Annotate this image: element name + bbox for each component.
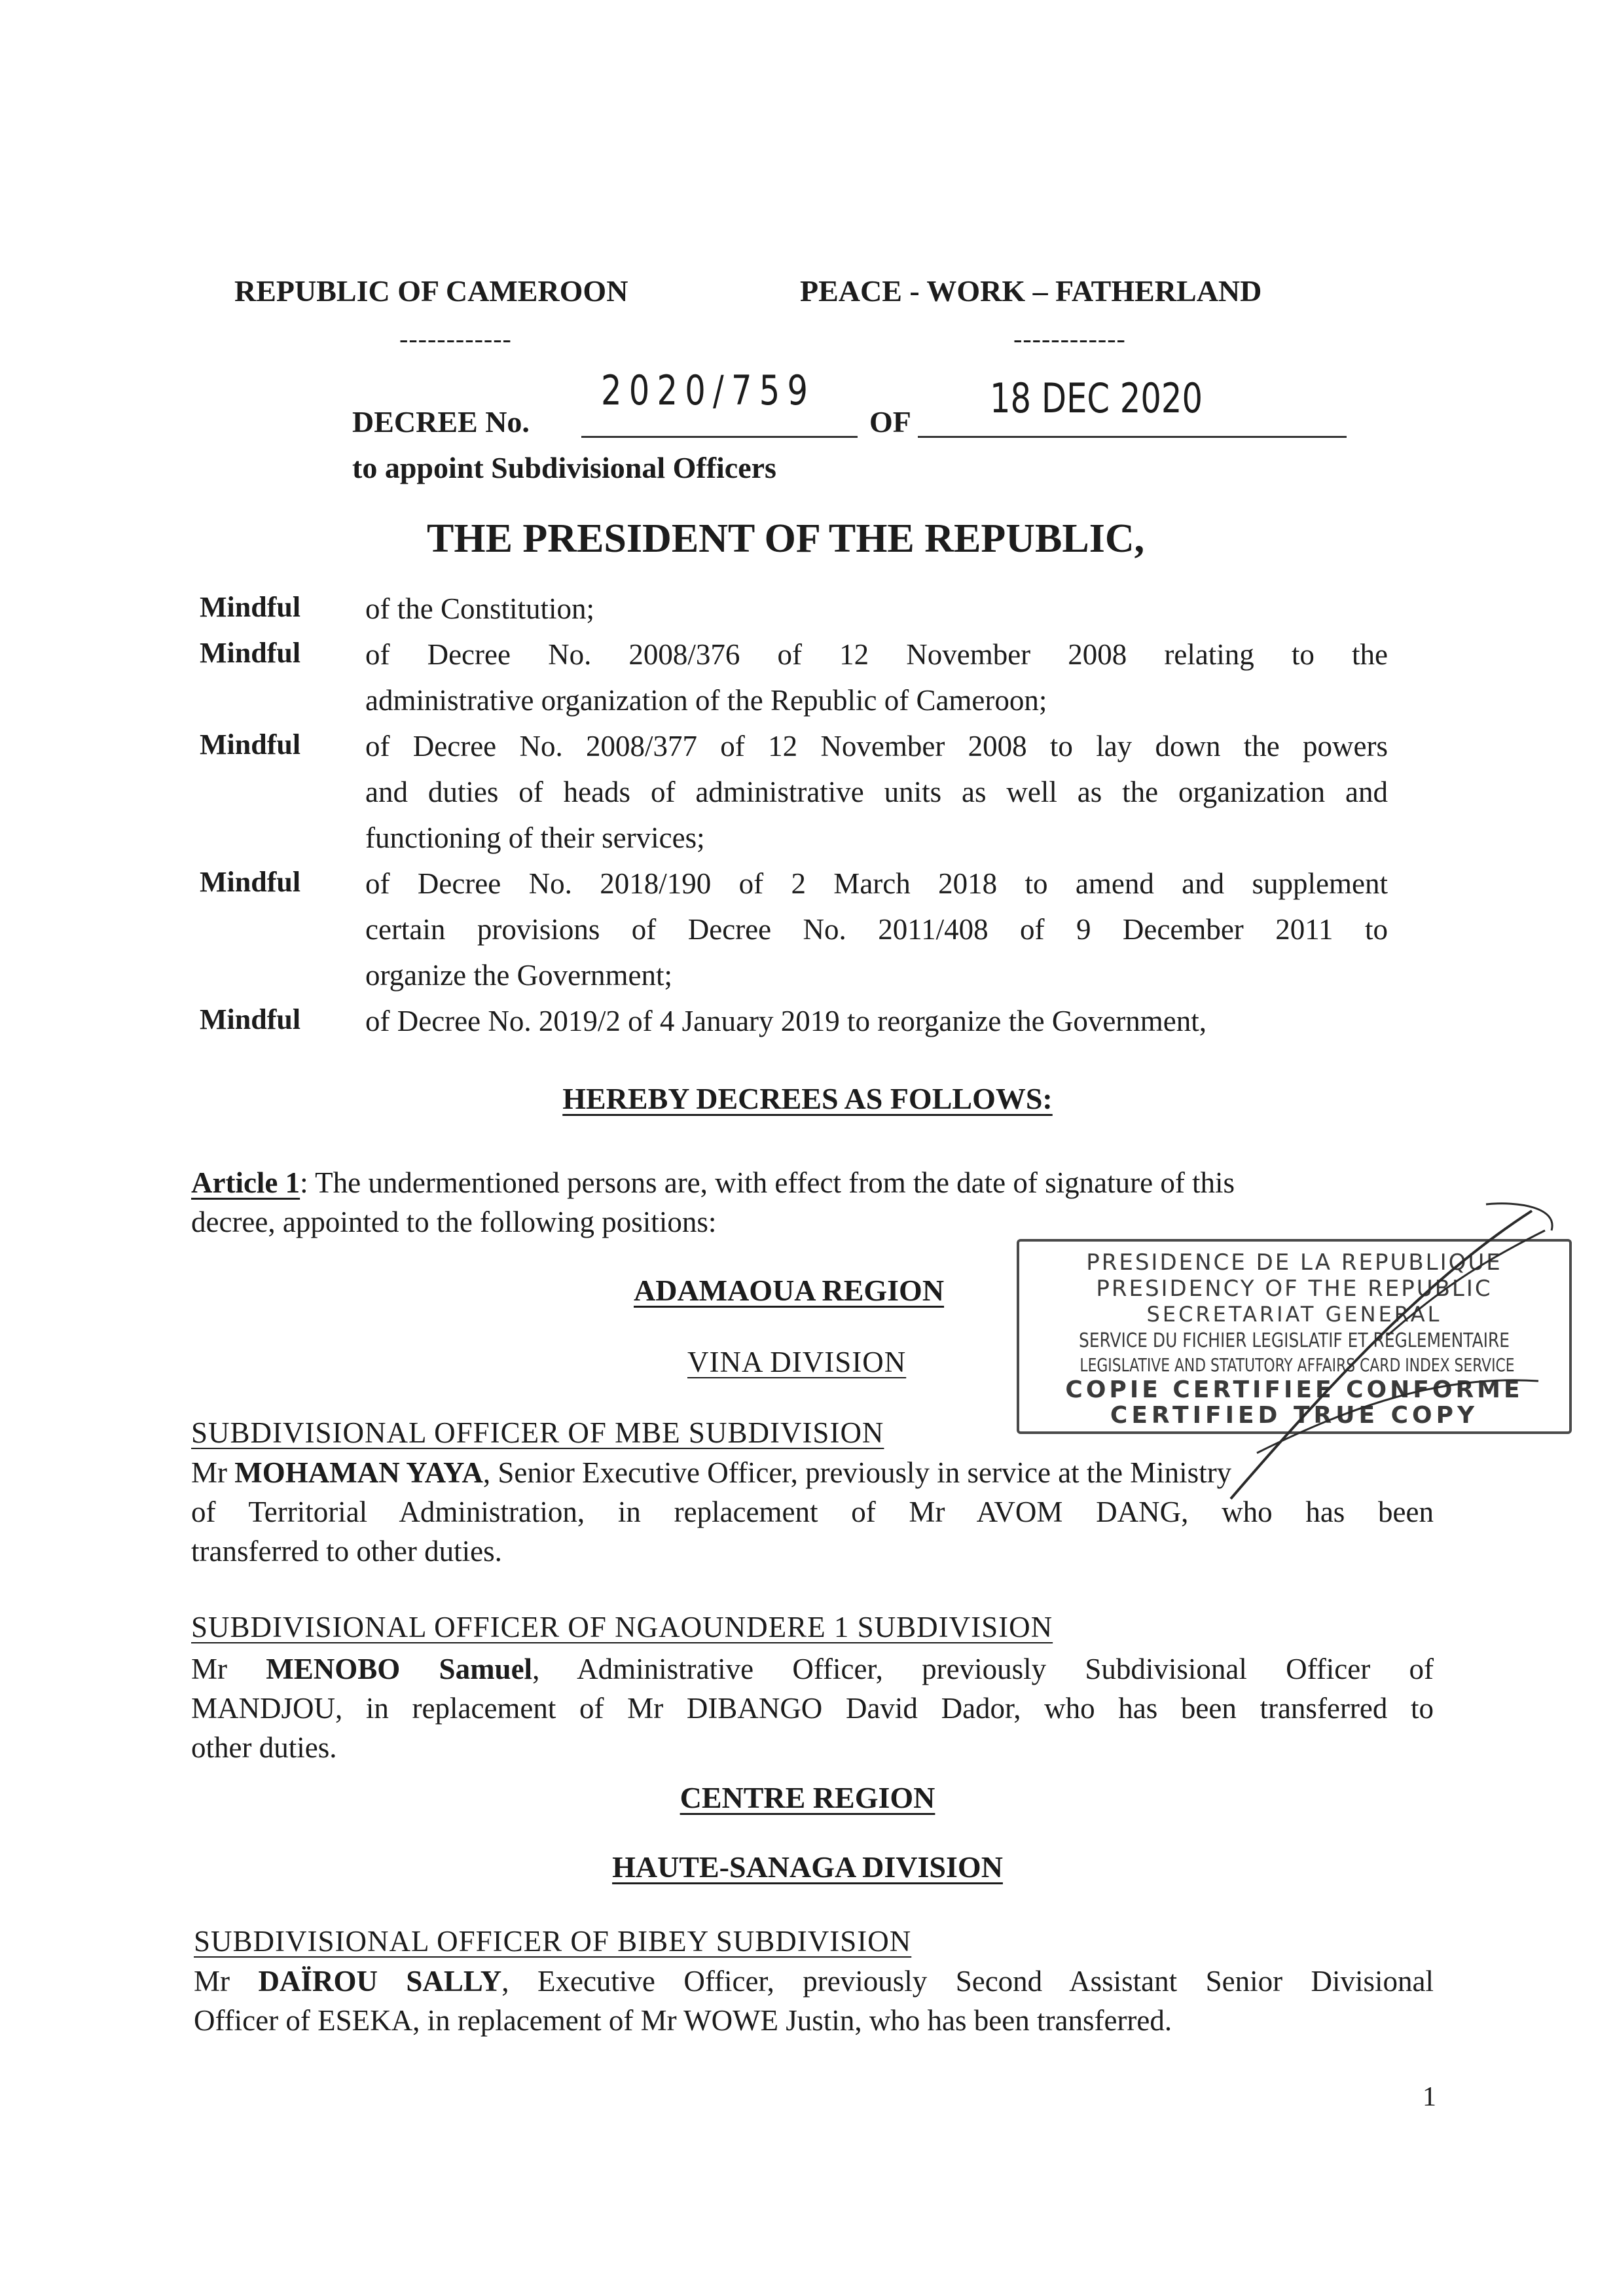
- division-heading: HAUTE-SANAGA DIVISION: [612, 1850, 1003, 1884]
- stamp-line: SECRETARIAT GENERAL: [1146, 1302, 1442, 1327]
- post-text-line: MANDJOU, in replacement of Mr DIBANGO David Dador, who has been transferred to: [191, 1692, 1434, 1725]
- stamp-line: PRESIDENCE DE LA REPUBLIQUE: [1086, 1249, 1502, 1276]
- mindful-text: of the Constitution;: [365, 592, 595, 625]
- article-1-line-2: decree, appointed to the following positions:: [191, 1206, 717, 1238]
- mindful-text: and duties of heads of administrative units as well as the organization and: [365, 776, 1388, 808]
- region-heading: ADAMAOUA REGION: [634, 1274, 945, 1307]
- article-1-label: Article 1: [191, 1166, 300, 1199]
- appointee-name: MENOBO Samuel: [266, 1653, 533, 1685]
- mindful-text: of Decree No. 2008/376 of 12 November 2008 relating to the: [365, 638, 1388, 671]
- mindful-label: Mindful: [200, 591, 301, 623]
- region-heading: CENTRE REGION: [680, 1781, 935, 1814]
- post-title: SUBDIVISIONAL OFFICER OF MBE SUBDIVISION: [191, 1416, 884, 1449]
- decree-date-line: [918, 436, 1347, 438]
- name-prefix: Mr: [191, 1653, 266, 1685]
- president-title: THE PRESIDENT OF THE REPUBLIC,: [427, 516, 1145, 561]
- mindful-text: certain provisions of Decree No. 2011/408 of 9 December 2011 to: [365, 913, 1388, 946]
- republic-title: REPUBLIC OF CAMEROON: [234, 274, 628, 308]
- post-text: , Executive Officer, previously Second Assistant Senior Divisional: [501, 1965, 1434, 1998]
- post-text: , Senior Executive Officer, previously in service at the Ministry: [482, 1456, 1232, 1489]
- mindful-text: of Decree No. 2019/2 of 4 January 2019 to reorganize the Government,: [365, 1005, 1207, 1037]
- appointee-name: MOHAMAN YAYA: [234, 1456, 483, 1489]
- mindful-text: organize the Government;: [365, 959, 673, 992]
- decree-label: DECREE No.: [352, 405, 530, 439]
- post-text-line: Officer of ESEKA, in replacement of Mr WOWE Justin, who has been transferred.: [194, 2004, 1172, 2037]
- stamp-line: LEGISLATIVE AND STATUTORY AFFAIRS CARD INDEX SERVICE: [1080, 1354, 1515, 1376]
- separator-left: ------------: [399, 324, 512, 353]
- mindful-label: Mindful: [200, 866, 301, 898]
- post-text-line: of Territorial Administration, in replacement of Mr AVOM DANG, who has been: [191, 1496, 1434, 1528]
- mindful-text: of Decree No. 2018/190 of 2 March 2018 to amend and supplement: [365, 867, 1388, 900]
- decree-date: 18 DEC 2020: [990, 374, 1203, 422]
- post-title: SUBDIVISIONAL OFFICER OF NGAOUNDERE 1 SUBDIVISION: [191, 1611, 1053, 1643]
- decree-number-line: [581, 436, 858, 438]
- decree-of-label: OF: [869, 405, 911, 439]
- mindful-text: administrative organization of the Republic of Cameroon;: [365, 684, 1047, 717]
- division-heading: VINA DIVISION: [687, 1346, 907, 1378]
- post-text-line: transferred to other duties.: [191, 1535, 502, 1568]
- mindful-label: Mindful: [200, 1003, 301, 1035]
- decree-number: 2020/759: [601, 367, 816, 414]
- post-text: , Administrative Officer, previously Subdivisional Officer of: [532, 1653, 1434, 1685]
- stamp-line: CERTIFIED TRUE COPY: [1110, 1402, 1479, 1429]
- post-title: SUBDIVISIONAL OFFICER OF BIBEY SUBDIVISION: [194, 1925, 912, 1958]
- decrees-heading: HEREBY DECREES AS FOLLOWS:: [562, 1082, 1053, 1115]
- signature-flourish: [982, 1191, 1571, 1532]
- stamp-line: SERVICE DU FICHIER LEGISLATIF ET REGLEMENTAIRE: [1079, 1329, 1510, 1352]
- name-prefix: Mr: [194, 1965, 259, 1998]
- mindful-text: of Decree No. 2008/377 of 12 November 2008 to lay down the powers: [365, 730, 1388, 762]
- page-number: 1: [1423, 2082, 1436, 2112]
- decree-subject: to appoint Subdivisional Officers: [352, 451, 776, 484]
- mindful-label: Mindful: [200, 728, 301, 761]
- mindful-label: Mindful: [200, 637, 301, 669]
- post-text-line: other duties.: [191, 1731, 337, 1764]
- mindful-text: functioning of their services;: [365, 821, 705, 854]
- stamp-line: COPIE CERTIFIEE CONFORME: [1065, 1376, 1523, 1403]
- article-1-text: : The undermentioned persons are, with effect from the date of signature of this: [300, 1166, 1235, 1199]
- separator-right: ------------: [1013, 324, 1126, 353]
- name-prefix: Mr: [191, 1456, 235, 1489]
- appointee-name: DAÏROU SALLY: [258, 1965, 502, 1998]
- motto: PEACE - WORK – FATHERLAND: [800, 274, 1262, 308]
- stamp-line: PRESIDENCY OF THE REPUBLIC: [1096, 1276, 1493, 1302]
